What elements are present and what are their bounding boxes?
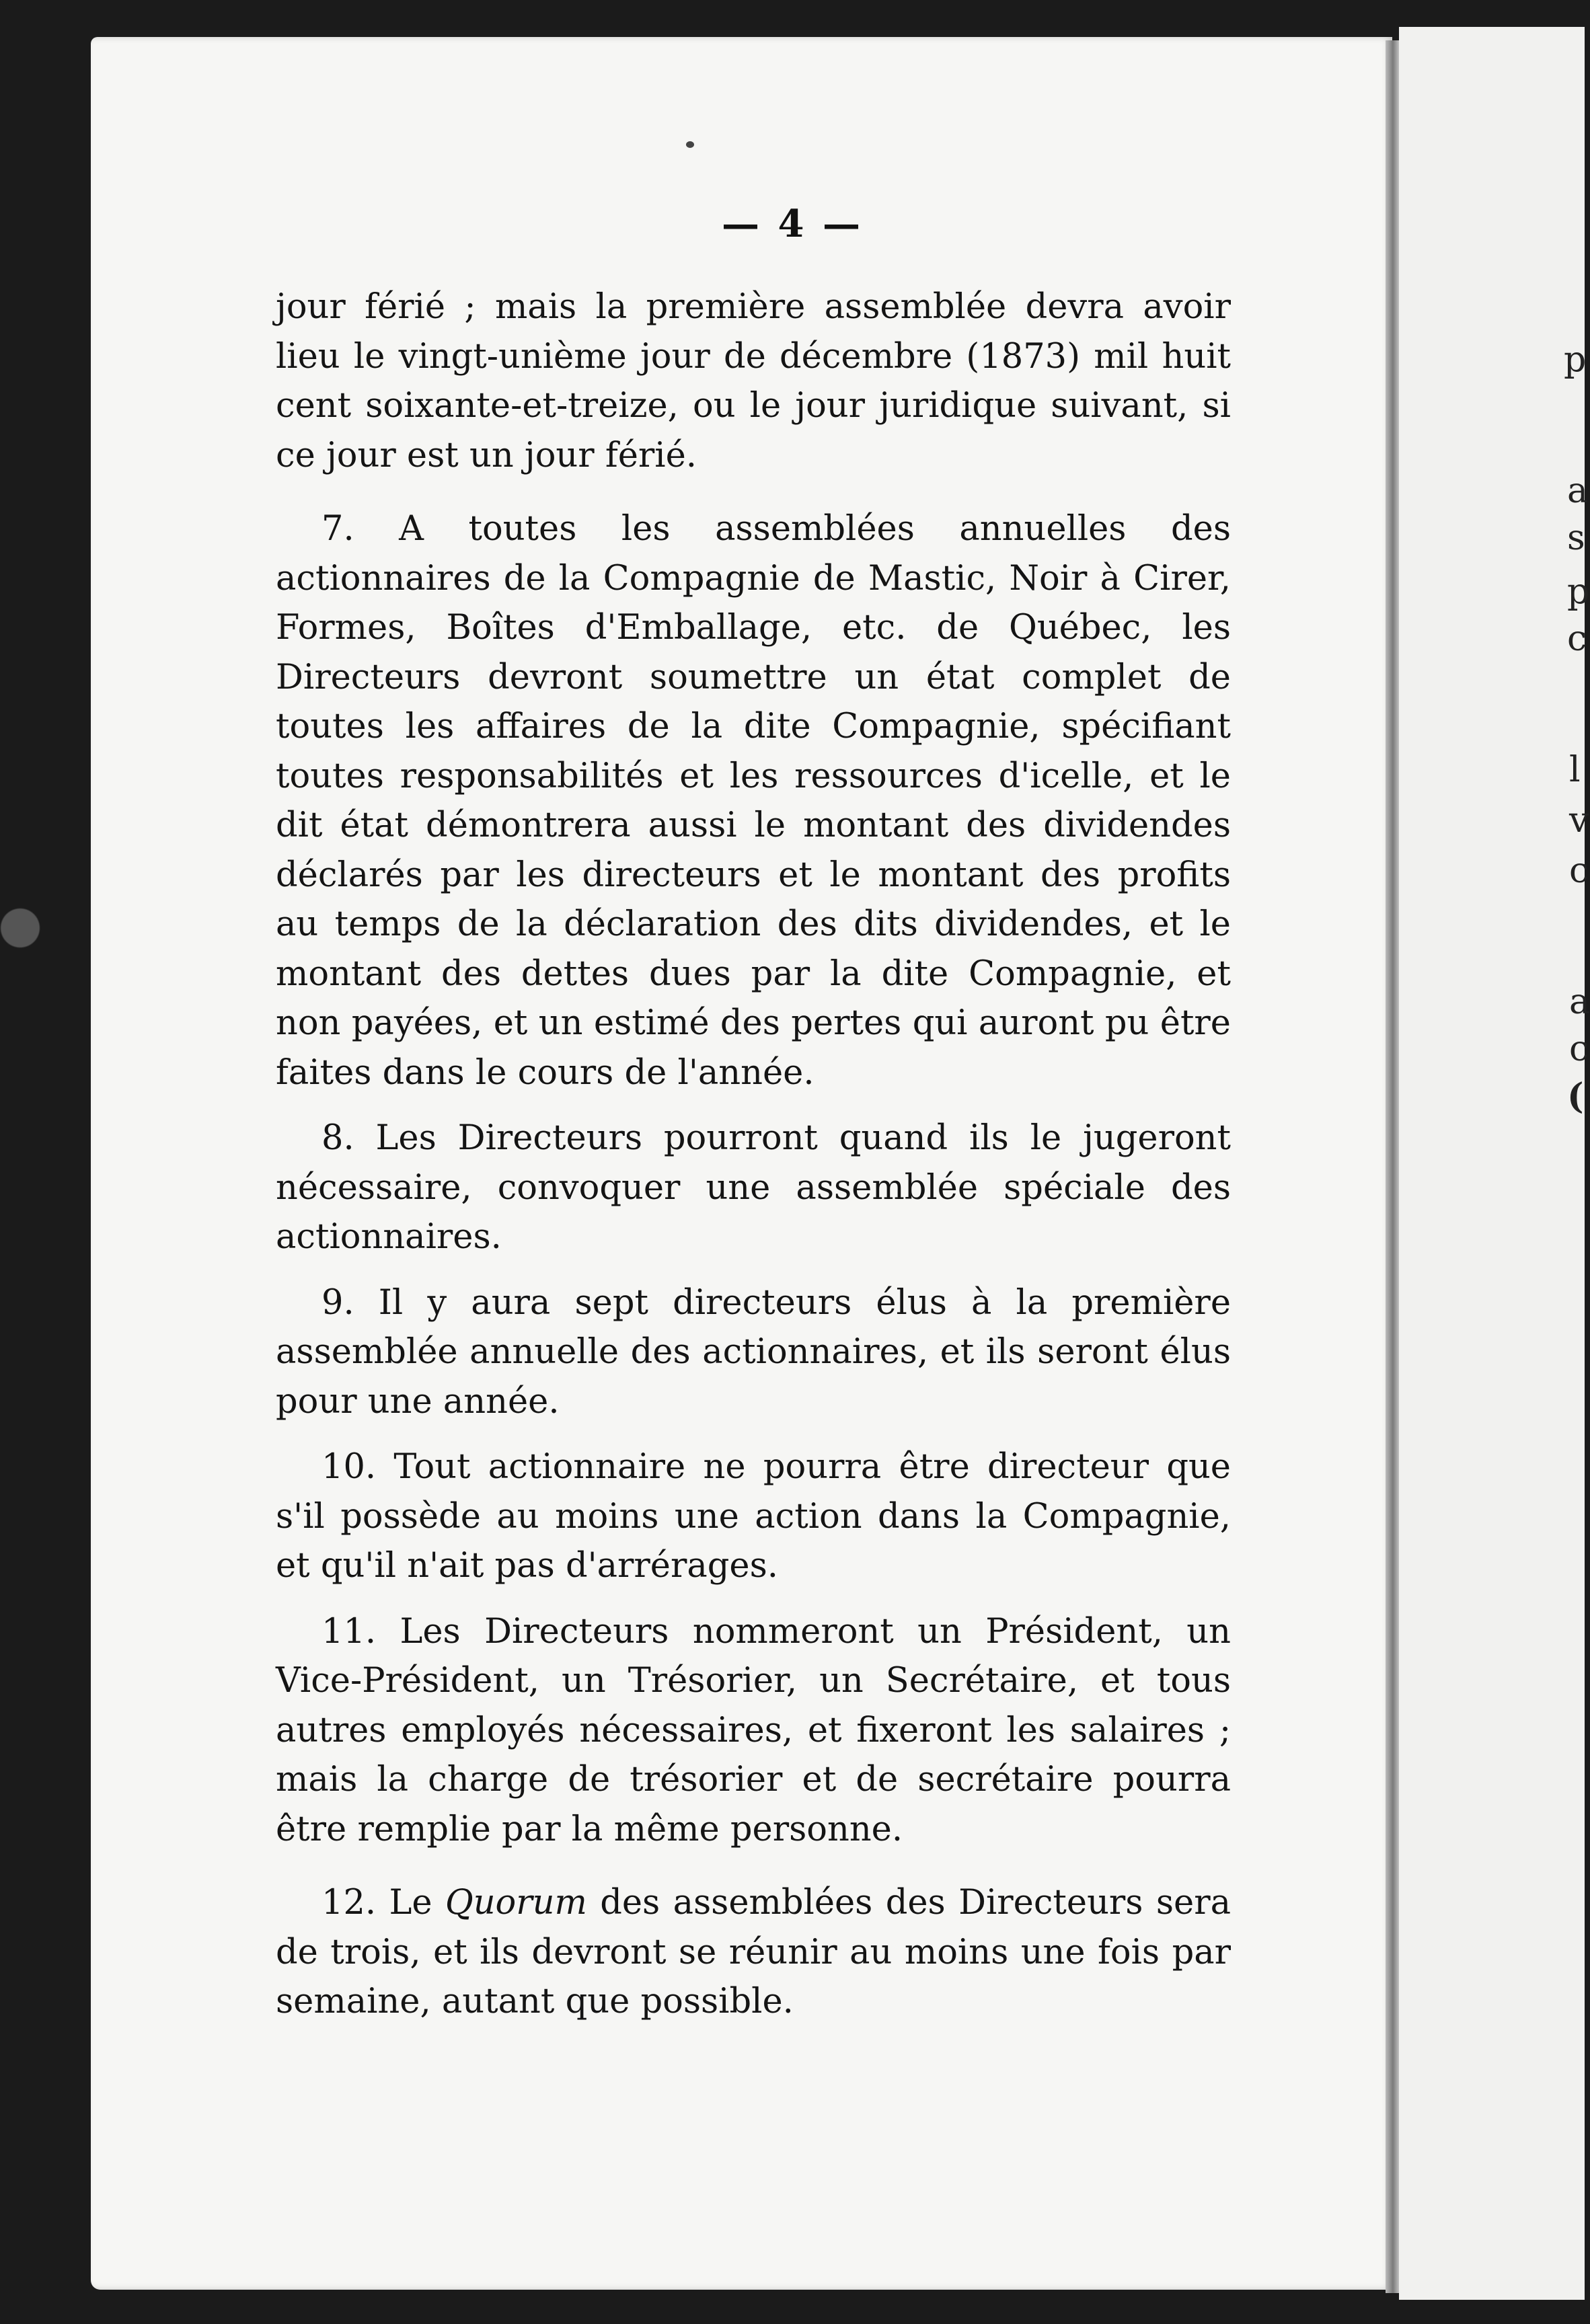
page-number: — 4 —	[722, 202, 863, 246]
book-gutter	[1386, 40, 1400, 2293]
adjacent-glyph: (	[1567, 1076, 1584, 1117]
adjacent-glyph: c	[1569, 851, 1589, 891]
paragraph-10: 10. Tout actionnaire ne pourra être directeur que s'il possède au moins une action dans la Compagnie, et qu'il n'ait pas d'arrérages.	[276, 1447, 1231, 1586]
adjacent-glyph: s	[1567, 518, 1585, 558]
paragraph-11: 11. Les Directeurs nommeront un Président, un Vice-Président, un Trésorier, un Secrétaire, et tous autres employés nécessaires, et fixeront les salaires ; mais la charge de trésorier et de secrétaire pourra être remplie par la même personne.	[276, 1611, 1231, 1849]
paragraph-12-prefix: 12. Le	[321, 1883, 445, 1923]
paragraph-9: 9. Il y aura sept directeurs élus à la première assemblée annuelle des actionnaires, et ils seront élus pour une année.	[276, 1282, 1231, 1422]
scan-speck	[686, 141, 694, 148]
adjacent-glyph: v	[1569, 800, 1589, 841]
adjacent-glyph: p	[1564, 340, 1587, 380]
paragraph-12	[276, 1878, 1231, 2027]
adjacent-glyph: p	[1567, 572, 1590, 612]
adjacent-page-edge	[1399, 27, 1585, 2300]
adjacent-glyph: a	[1569, 982, 1590, 1022]
adjacent-glyph: c	[1567, 619, 1587, 659]
paragraph-continuation: jour férié ; mais la première assemblée devra avoir lieu le vingt-unième jour de décembre (1873) mil huit cent soixante-et-treize, ou le jour juridique suivant, si ce jour est un jour férié.	[276, 287, 1231, 475]
adjacent-glyph: a	[1567, 471, 1589, 511]
body-text	[276, 282, 1231, 2027]
adjacent-glyph: c	[1569, 1029, 1589, 1069]
paragraph-7: 7. A toutes les assemblées annuelles des actionnaires de la Compagnie de Mastic, Noir à Cirer, Formes, Boîtes d'Emballage, etc. de Québec, les Directeurs devront soumettre un état complet de toutes les affaires de la dite Compagnie, spécifiant toutes responsabilités et les ressources d'icelle, et le dit état démontrera aussi le montant des dividendes déclarés par les directeurs et le montant des profits au temps de la déclaration des dits dividendes, et le montant des dettes dues par la dite Compagnie, et non payées, et un estimé des pertes qui auront pu être faites dans le cours de l'année.	[276, 509, 1231, 1093]
paragraph-8: 8. Les Directeurs pourront quand ils le jugeront nécessaire, convoquer une assemblée spéciale des actionnaires.	[276, 1118, 1231, 1257]
adjacent-glyph: l	[1569, 750, 1581, 790]
paragraph-12-suffix: des assemblées des Directeurs sera de trois, et ils devront se réunir au moins une fois par semaine, autant que possible.	[276, 1883, 1231, 2021]
quorum-italic: Quorum	[445, 1883, 587, 1923]
